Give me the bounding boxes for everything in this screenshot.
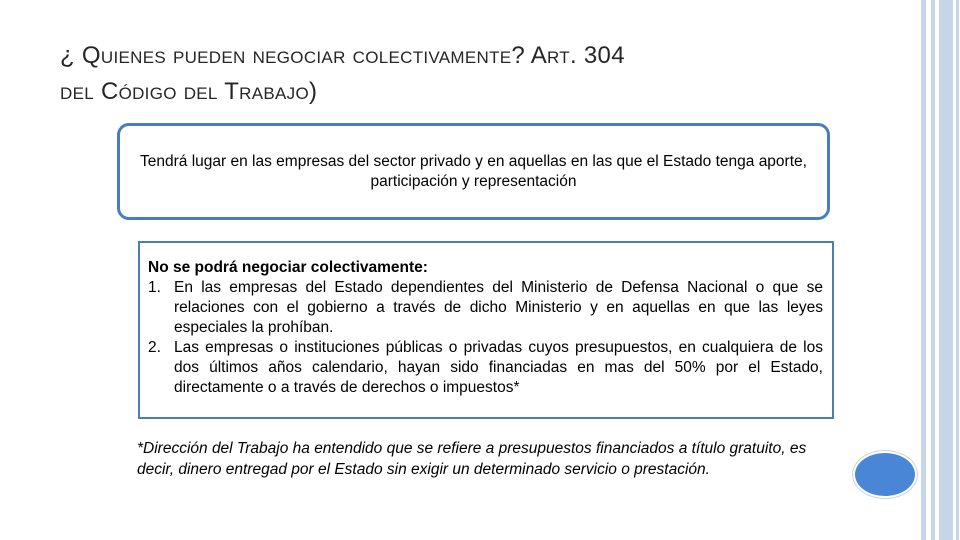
exceptions-list [148, 278, 823, 398]
list-item-text: En las empresas del Estado dependientes del Ministerio de Defensa Nacional o que se relaciones con el gobierno a través de dicho Ministerio y en aquellas en que las leyes especiales la prohíban. [174, 279, 823, 336]
decorative-stripe [939, 0, 953, 540]
decorative-circle-icon [853, 451, 917, 498]
list-item-text: Las empresas o instituciones públicas o privadas cuyos presupuestos, en cualquiera de los dos últimos años calendario, hayan sido financiadas en mas del 50% por el Estado, directamente o a través de derechos o impuestos* [174, 339, 823, 396]
decorative-stripe [921, 0, 926, 540]
exceptions-box [138, 241, 834, 419]
footnote: *Dirección del Trabajo ha entendido que se refiere a presupuestos financiados a título gratuito, es decir, dinero entregad por el Estado sin exigir un determinado servicio o prestación. [137, 440, 807, 478]
slide-title [60, 38, 820, 110]
slide-title-line-1: ¿ Quienes pueden negociar colectivamente? Art. 304 [60, 42, 625, 69]
list-item-number: 1. [148, 279, 161, 296]
decorative-stripe [931, 0, 935, 540]
exceptions-heading: No se podrá negociar colectivamente: [148, 259, 428, 276]
list-item [148, 278, 823, 338]
list-item [148, 338, 823, 398]
slide-title-line-2: del Código del Trabajo) [60, 78, 318, 105]
rule-box [117, 123, 830, 220]
rule-text: Tendrá lugar en las empresas del sector privado y en aquellas en las que el Estado tenga aporte, participación y representación [140, 152, 807, 190]
decorative-side-panel [917, 0, 960, 540]
list-item-number: 2. [148, 339, 161, 356]
decorative-stripe [956, 0, 959, 540]
